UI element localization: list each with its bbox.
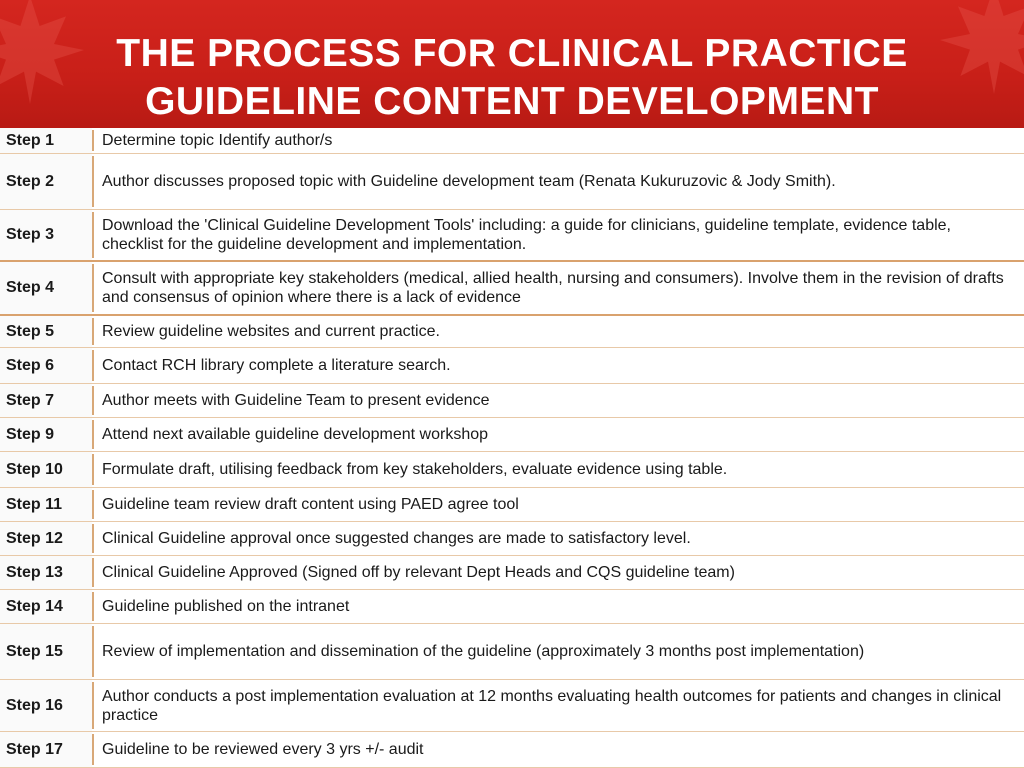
- column-divider: [92, 212, 94, 258]
- step-description: Author conducts a post implementation evaluation at 12 months evaluating health outcomes for patients and changes in clinical practice: [102, 687, 1002, 724]
- table-row: [0, 488, 1024, 522]
- slide-header: [0, 0, 1024, 128]
- table-row: [0, 522, 1024, 556]
- column-divider: [92, 156, 94, 207]
- column-divider: [92, 626, 94, 677]
- step-description: Guideline to be reviewed every 3 yrs +/- audit: [102, 741, 424, 758]
- table-row: [0, 590, 1024, 624]
- step-label: Step 4: [0, 262, 92, 314]
- step-description: Review of implementation and dissemination of the guideline (approximately 3 months post implementation): [102, 643, 865, 660]
- step-label: Step 2: [0, 154, 92, 209]
- steps-table: [0, 128, 1024, 768]
- table-row: [0, 262, 1024, 316]
- step-description: Clinical Guideline approval once suggested changes are made to satisfactory level.: [102, 530, 691, 547]
- step-label: Step 17: [0, 732, 92, 767]
- step-description: Clinical Guideline Approved (Signed off by relevant Dept Heads and CQS guideline team): [102, 564, 735, 581]
- step-label: Step 14: [0, 590, 92, 623]
- slide-title: [0, 30, 1024, 126]
- step-description: Guideline published on the intranet: [102, 598, 350, 615]
- step-label: Step 12: [0, 522, 92, 555]
- step-description: Author discusses proposed topic with Guideline development team (Renata Kukuruzovic & Jody Smith).: [102, 173, 836, 190]
- step-label: Step 3: [0, 210, 92, 260]
- step-description: Formulate draft, utilising feedback from key stakeholders, evaluate evidence using table.: [102, 461, 728, 478]
- table-row: [0, 384, 1024, 418]
- column-divider: [92, 490, 94, 519]
- table-row: [0, 680, 1024, 732]
- table-row: [0, 348, 1024, 384]
- step-description: Attend next available guideline development workshop: [102, 426, 489, 443]
- step-label: Step 16: [0, 680, 92, 731]
- table-row: [0, 210, 1024, 262]
- step-description: Determine topic Identify author/s: [102, 132, 333, 149]
- table-row: [0, 316, 1024, 348]
- title-line-2: GUIDELINE CONTENT DEVELOPMENT: [145, 80, 879, 123]
- column-divider: [92, 524, 94, 553]
- table-row: [0, 556, 1024, 590]
- step-label: Step 10: [0, 452, 92, 487]
- table-row: [0, 128, 1024, 154]
- table-row: [0, 732, 1024, 768]
- step-label: Step 5: [0, 316, 92, 347]
- column-divider: [92, 130, 94, 151]
- step-label: Step 13: [0, 556, 92, 589]
- column-divider: [92, 264, 94, 312]
- table-row: [0, 154, 1024, 210]
- column-divider: [92, 734, 94, 765]
- table-row: [0, 624, 1024, 680]
- step-label: Step 7: [0, 384, 92, 417]
- column-divider: [92, 454, 94, 485]
- column-divider: [92, 592, 94, 621]
- column-divider: [92, 386, 94, 415]
- step-description: Guideline team review draft content using PAED agree tool: [102, 496, 519, 513]
- table-row: [0, 418, 1024, 452]
- step-description: Consult with appropriate key stakeholders (medical, allied health, nursing and consumers). Involve them in the revision of drafts and consensus of opinion where there is a lack of evidence: [102, 270, 1004, 306]
- column-divider: [92, 318, 94, 345]
- step-label: Step 9: [0, 418, 92, 451]
- step-description: Contact RCH library complete a literature search.: [102, 357, 451, 374]
- step-description: Author meets with Guideline Team to present evidence: [102, 392, 490, 409]
- column-divider: [92, 682, 94, 729]
- step-label: Step 6: [0, 348, 92, 383]
- column-divider: [92, 558, 94, 587]
- step-label: Step 1: [0, 128, 92, 153]
- step-description: Download the 'Clinical Guideline Development Tools' including: a guide for clinicians, guideline template, evidence table, checklist for the guideline development and implementation.: [102, 217, 951, 253]
- step-label: Step 11: [0, 488, 92, 521]
- step-description: Review guideline websites and current practice.: [102, 323, 440, 340]
- title-line-1: THE PROCESS FOR CLINICAL PRACTICE: [116, 32, 908, 75]
- column-divider: [92, 420, 94, 449]
- step-label: Step 15: [0, 624, 92, 679]
- column-divider: [92, 350, 94, 381]
- table-row: [0, 452, 1024, 488]
